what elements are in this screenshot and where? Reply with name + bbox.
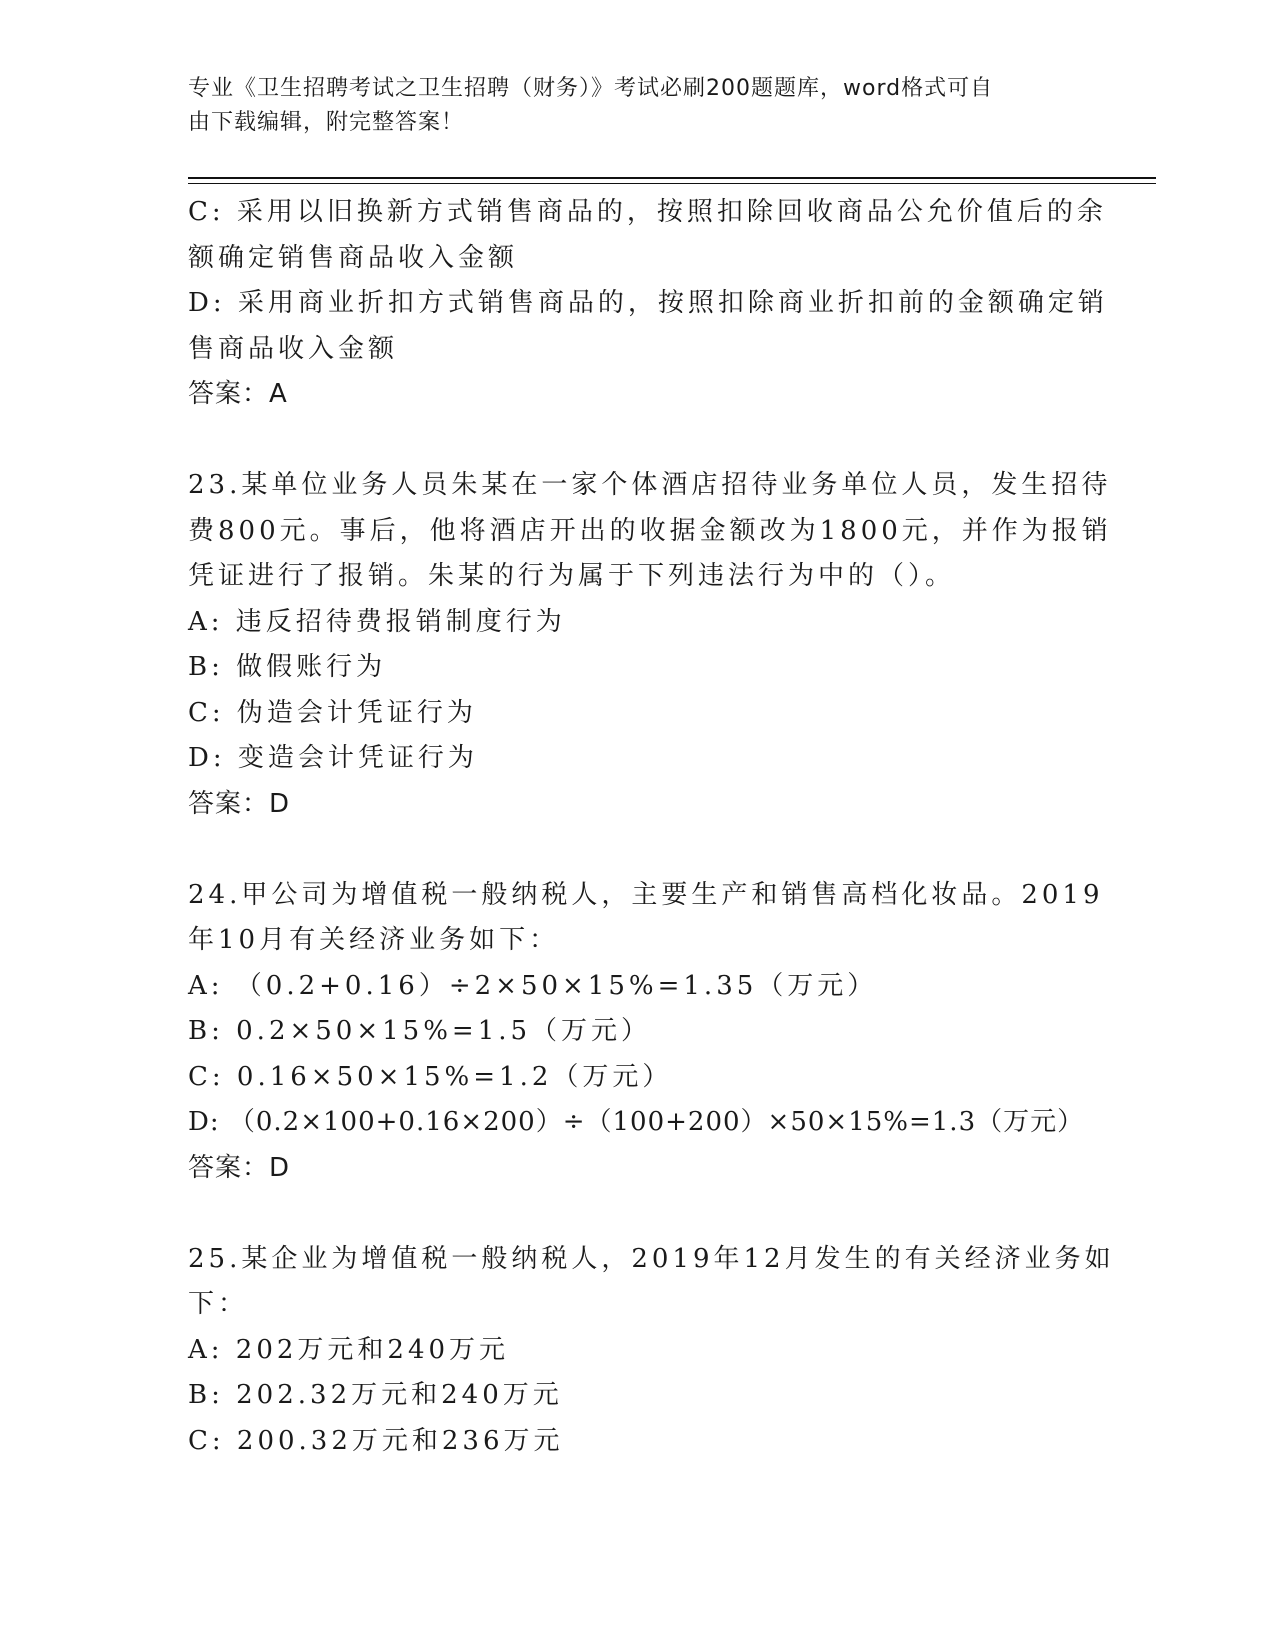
question-25: [188, 1237, 1115, 1465]
document-body: [188, 190, 1115, 1464]
option-c: C: 0.16×50×15%=1.2（万元）: [188, 1061, 673, 1092]
answer: 答案：D: [188, 788, 291, 819]
spacer: [188, 1191, 1088, 1237]
header-divider-thin: [188, 183, 1156, 184]
question-stem-line-1: 25.某企业为增值税一般纳税人，2019年12月发生的有关经济业务如: [188, 1243, 1115, 1274]
option-a: A: 202万元和240万元: [188, 1334, 510, 1365]
option-c: C: 200.32万元和236万元: [188, 1425, 564, 1456]
question-stem-line-2: 费800元。事后，他将酒店开出的收据金额改为1800元，并作为报销: [188, 515, 1112, 546]
header-divider-thick: [188, 177, 1156, 179]
question-stem-line-1: 24.甲公司为增值税一般纳税人，主要生产和销售高档化妆品。2019: [188, 879, 1104, 910]
question-24: [188, 873, 1104, 1192]
option-d: D: 变造会计凭证行为: [188, 743, 478, 773]
answer: 答案：A: [188, 379, 288, 409]
header-title-line-1: 专业《卫生招聘考试之卫生招聘（财务）》考试必刷200题题库，word格式可自: [188, 76, 994, 101]
spacer: [188, 418, 1088, 464]
question-stem-line-1: 23.某单位业务人员朱某在一家个体酒店招待业务单位人员，发生招待: [188, 470, 1112, 500]
question-22-tail: [188, 190, 1108, 418]
option-d: D: （0.2×100+0.16×200）÷（100+200）×50×15%=1.3（万元）: [188, 1107, 1085, 1137]
option-d-line-2: 售商品收入金额: [188, 333, 399, 364]
question-23: [188, 463, 1112, 827]
header-title-line-2: 由下载编辑，附完整答案！: [188, 110, 465, 135]
spacer: [188, 827, 1088, 873]
question-stem-line-2: 年10月有关经济业务如下：: [188, 925, 560, 955]
option-a: A: 违反招待费报销制度行为: [188, 606, 566, 637]
question-stem-line-2: 下：: [188, 1289, 249, 1319]
option-b: B: 做假账行为: [188, 652, 387, 682]
option-d-line-1: D: 采用商业折扣方式销售商品的，按照扣除商业折扣前的金额确定销: [188, 288, 1108, 318]
option-c-line-2: 额确定销售商品收入金额: [188, 242, 519, 273]
question-stem-line-3: 凭证进行了报销。朱某的行为属于下列违法行为中的（）。: [188, 561, 956, 591]
answer: 答案：D: [188, 1152, 291, 1183]
option-b: B: 202.32万元和240万元: [188, 1380, 563, 1410]
option-c: C: 伪造会计凭证行为: [188, 697, 477, 728]
document-header: [188, 72, 1068, 140]
option-c-line-1: C: 采用以旧换新方式销售商品的，按照扣除回收商品公允价值后的余: [188, 197, 1107, 227]
option-b: B: 0.2×50×15%=1.5（万元）: [188, 1016, 652, 1046]
option-a: A: （0.2+0.16）÷2×50×15%=1.35（万元）: [188, 970, 878, 1001]
